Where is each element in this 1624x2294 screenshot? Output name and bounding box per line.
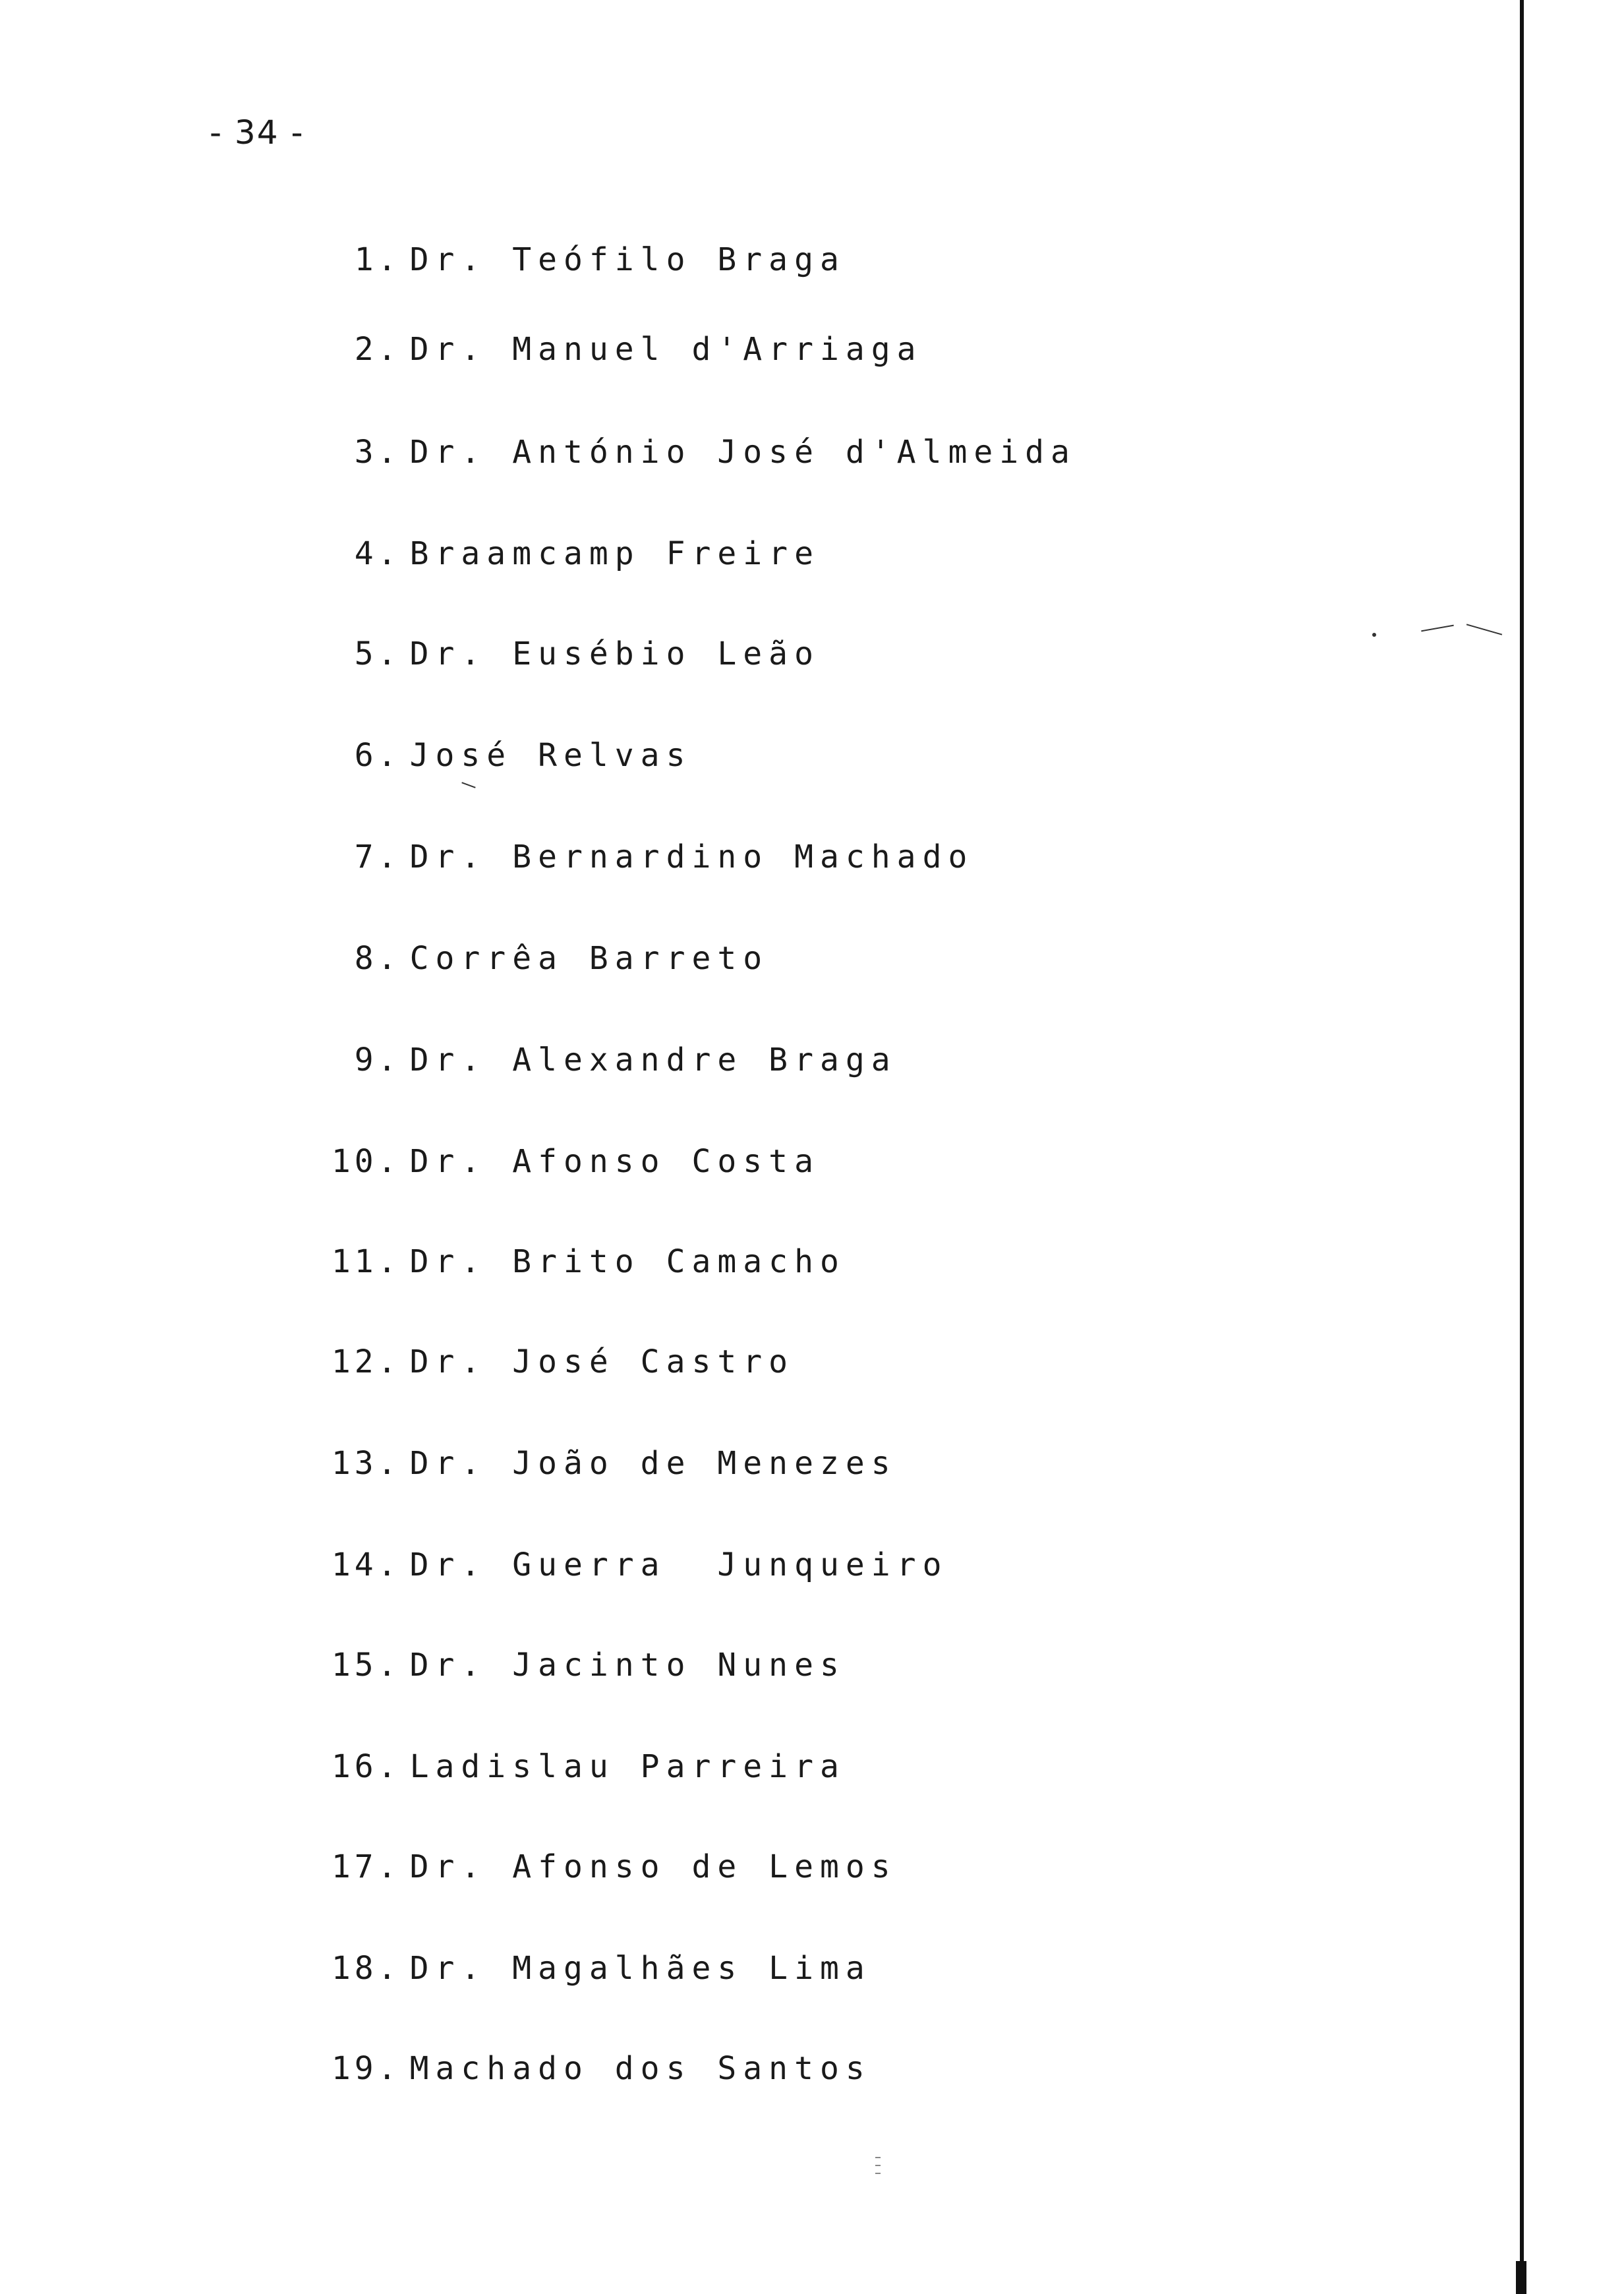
item-name: Ladislau Parreira — [409, 1748, 846, 1785]
item-number: 3. — [354, 434, 401, 471]
item-number: 8. — [354, 940, 401, 977]
item-name: Dr. Alexandre Braga — [409, 1042, 897, 1078]
scan-mark — [1372, 633, 1376, 637]
margin-rule — [1520, 0, 1524, 2294]
item-number: 14. — [331, 1546, 401, 1583]
list-item — [218, 1618, 846, 1713]
item-number: 1. — [354, 241, 401, 278]
item-name: Dr. João de Menezes — [409, 1445, 897, 1482]
item-name: Dr. António José d'Almeida — [409, 434, 1076, 471]
item-number: 11. — [331, 1243, 401, 1280]
item-number: 15. — [331, 1647, 401, 1684]
item-number: 16. — [331, 1748, 401, 1785]
list-item — [218, 405, 1076, 500]
list-item — [218, 1819, 897, 1914]
list-item — [218, 212, 846, 307]
list-item — [218, 1719, 846, 1814]
item-number: 6. — [354, 737, 401, 774]
item-number: 18. — [331, 1950, 401, 1987]
item-number: 2. — [354, 331, 401, 368]
item-number: 19. — [331, 2050, 401, 2087]
list-item — [218, 1314, 794, 1409]
item-name: Dr. Manuel d'Arriaga — [409, 331, 923, 368]
item-number: 5. — [354, 635, 401, 672]
item-number: 12. — [331, 1343, 401, 1380]
item-number: 4. — [354, 535, 401, 572]
item-number: 17. — [331, 1848, 401, 1885]
item-number: 7. — [354, 838, 401, 875]
margin-rule-tail — [1516, 2261, 1526, 2294]
list-item — [218, 1921, 871, 2016]
list-item — [218, 1517, 948, 1612]
list-item — [218, 809, 973, 904]
list-item — [218, 2021, 871, 2116]
item-name: José Relvas — [409, 737, 692, 774]
item-name: Corrêa Barreto — [409, 940, 769, 977]
item-number: 9. — [354, 1042, 401, 1078]
item-name: Dr. Afonso Costa — [409, 1143, 820, 1180]
item-number: 10. — [331, 1143, 401, 1180]
item-name: Dr. Guerra Junqueiro — [409, 1546, 948, 1583]
scan-mark — [875, 2173, 881, 2174]
item-name: Dr. Magalhães Lima — [409, 1950, 871, 1987]
item-number: 13. — [331, 1445, 401, 1482]
item-name: Dr. Brito Camacho — [409, 1243, 846, 1280]
scan-mark — [875, 2157, 881, 2158]
list-item — [218, 708, 691, 803]
list-item — [218, 1114, 820, 1209]
item-name: Braamcamp Freire — [409, 535, 820, 572]
item-name: Machado dos Santos — [409, 2050, 871, 2087]
item-name: Dr. Bernardino Machado — [409, 838, 974, 875]
item-name: Dr. Afonso de Lemos — [409, 1848, 897, 1885]
list-item — [218, 911, 768, 1006]
list-item — [218, 606, 820, 701]
list-item — [218, 1416, 897, 1511]
list-item — [218, 506, 820, 601]
item-name: Dr. José Castro — [409, 1343, 795, 1380]
item-name: Dr. Jacinto Nunes — [409, 1647, 846, 1684]
page-number: - 34 - — [210, 113, 304, 152]
item-name: Dr. Teófilo Braga — [409, 241, 846, 278]
list-item — [218, 302, 923, 397]
list-item — [218, 1013, 897, 1107]
item-name: Dr. Eusébio Leão — [409, 635, 820, 672]
list-item — [218, 1214, 846, 1309]
scan-mark — [875, 2165, 881, 2166]
